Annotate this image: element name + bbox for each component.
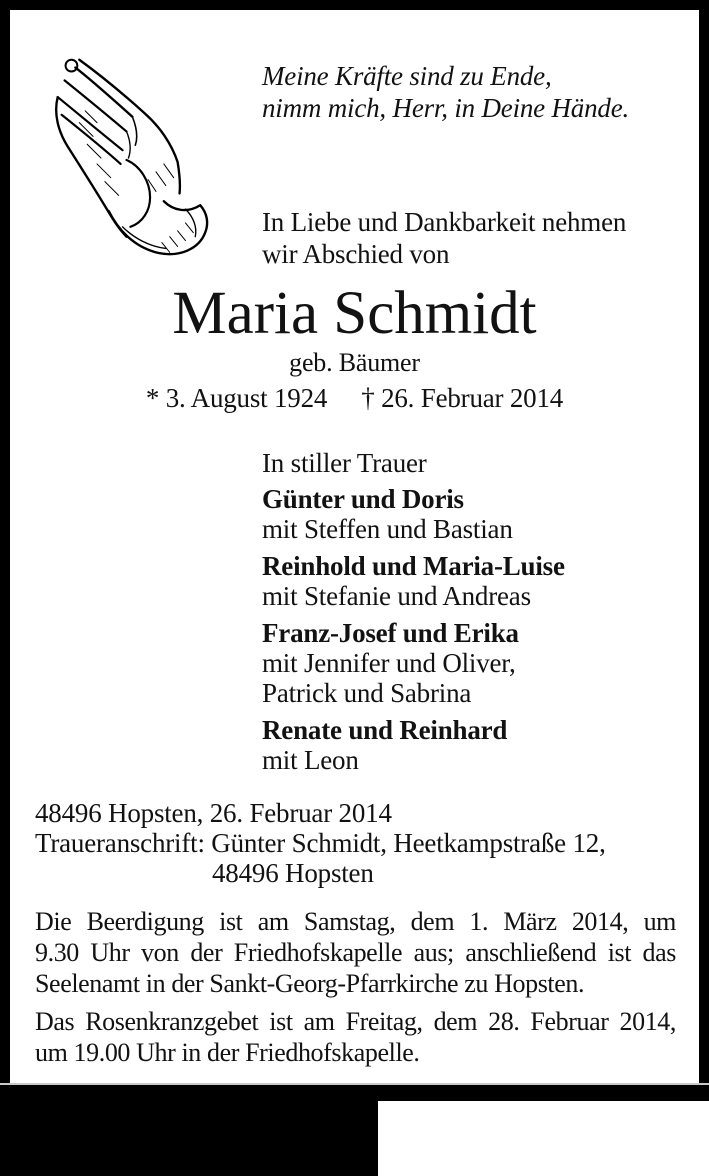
death-date: † 26. Februar 2014	[361, 383, 564, 413]
address-line: Traueranschrift: Günter Schmidt, Heetkampstraße 12,	[35, 828, 606, 858]
address-block	[35, 798, 685, 888]
frame-bottom-border	[0, 1083, 709, 1101]
life-dates	[0, 383, 709, 413]
verse-line: nimm mich, Herr, in Deine Hände.	[262, 93, 630, 123]
mourner-with: mit Leon	[262, 745, 359, 775]
mourner-with: mit Steffen und Bastian	[262, 514, 513, 544]
mourner-with: mit Stefanie und Andreas	[262, 581, 531, 611]
adjacent-ad-block	[0, 1101, 378, 1176]
maiden-name: geb. Bäumer	[289, 348, 420, 377]
opening-verse	[262, 60, 682, 124]
funeral-line: Seelenamt in der Sankt-Georg-Pfarrkirche zu Hopsten.	[35, 969, 585, 998]
mourner-name: Franz-Josef und Erika	[262, 618, 519, 648]
address-line: 48496 Hopsten	[212, 858, 374, 888]
mourner-name: Reinhold und Maria-Luise	[262, 551, 565, 581]
rosary-line: Das Rosenkranzgebet ist am Freitag, dem 28. Februar 2014,	[35, 1007, 676, 1036]
frame-right-border	[699, 0, 709, 1101]
mourner-group	[262, 484, 662, 544]
frame-top-border	[0, 0, 709, 10]
mourner-group	[262, 551, 662, 611]
praying-hands-icon	[40, 52, 212, 267]
mourner-name: Günter und Doris	[262, 484, 464, 514]
mourner-name: Renate und Reinhard	[262, 715, 508, 745]
intro-line: wir Abschied von	[262, 239, 450, 269]
place-date-line: 48496 Hopsten, 26. Februar 2014	[35, 798, 392, 828]
rosary-line: um 19.00 Uhr in der Friedhofskapelle.	[35, 1038, 420, 1067]
funeral-line: Die Beerdigung ist am Samstag, dem 1. März 2014, um	[35, 907, 676, 936]
verse-line: Meine Kräfte sind zu Ende,	[262, 61, 552, 91]
frame-left-border	[0, 0, 10, 1101]
intro-line: In Liebe und Dankbarkeit nehmen	[262, 207, 627, 237]
funeral-paragraph	[35, 906, 676, 999]
farewell-intro	[262, 206, 682, 270]
funeral-line: 9.30 Uhr von der Friedhofskapelle aus; anschließend ist das	[35, 938, 676, 967]
mourner-with: mit Jennifer und Oliver,	[262, 648, 516, 678]
mourner-group	[262, 618, 662, 708]
mourning-header: In stiller Trauer	[262, 448, 427, 478]
mourner-with: Patrick und Sabrina	[262, 678, 472, 708]
rosary-paragraph	[35, 1006, 676, 1068]
deceased-name: Maria Schmidt	[172, 280, 537, 347]
birth-date: * 3. August 1924	[145, 383, 328, 413]
mourners-list	[262, 484, 662, 782]
mourner-group	[262, 715, 662, 775]
